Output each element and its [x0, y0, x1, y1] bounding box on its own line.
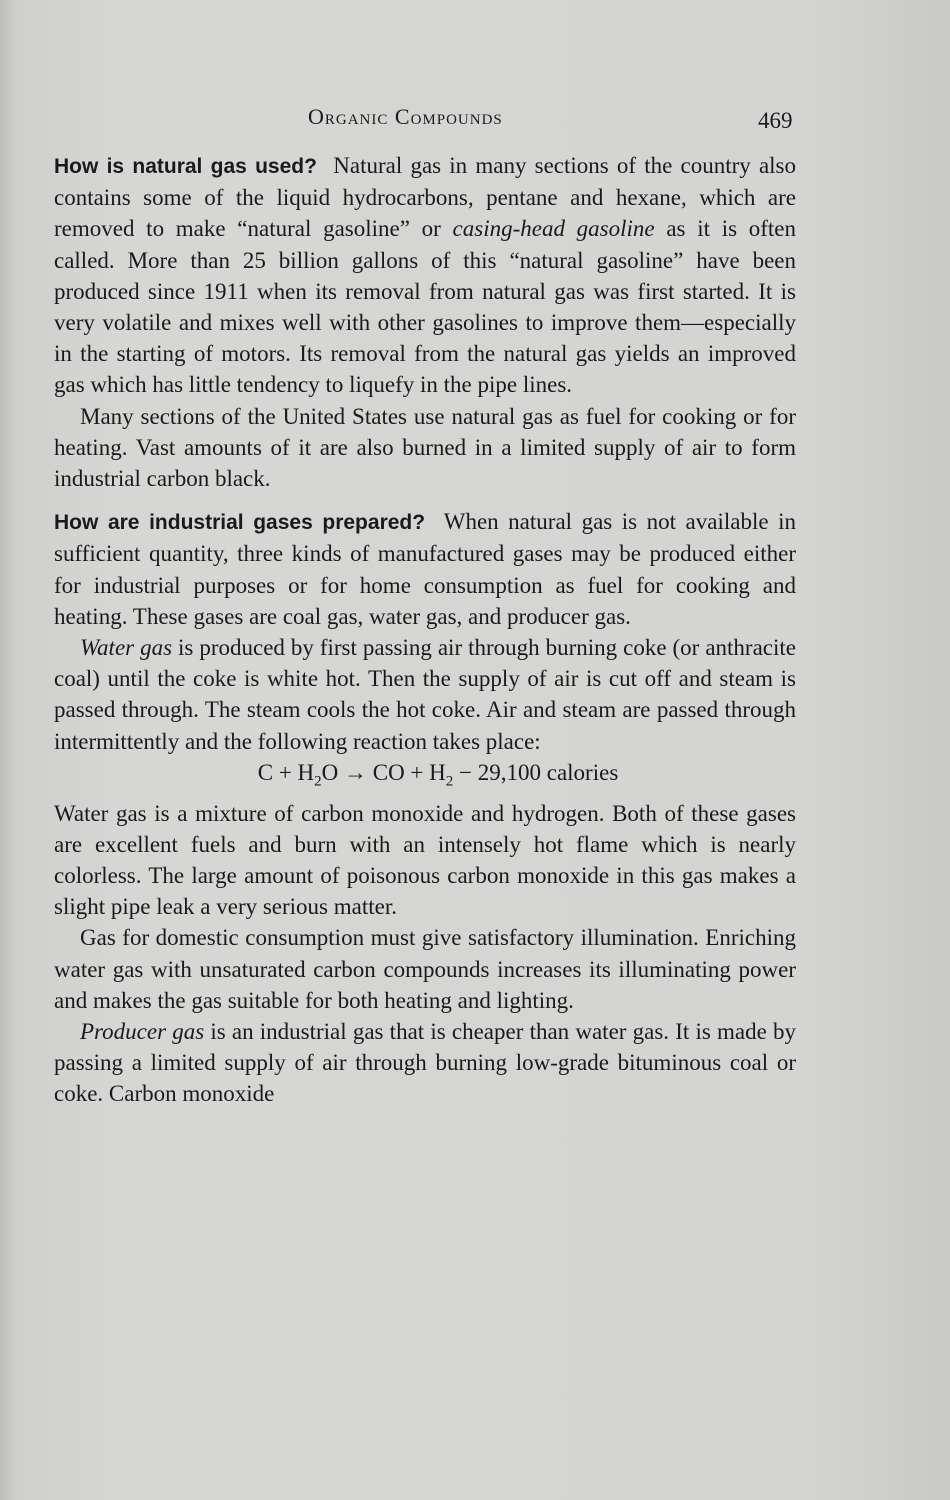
paragraph-text: Natural gas in many sections of the country also contains some of the liquid hydrocarbons, pentane and hexane, which are removed to make “natural gasoline” or [54, 153, 796, 242]
paragraph-producer-gas [54, 1016, 796, 1110]
question-heading-industrial-gases: How are industrial gases prepared? [54, 511, 426, 535]
italic-term: Producer gas [80, 1019, 205, 1045]
equation-part: O → CO + H [321, 759, 446, 785]
italic-term: casing-head gasoline [452, 216, 655, 242]
paragraph-industrial-gases [54, 506, 796, 632]
paragraph-domestic-gas: Gas for domestic consumption must give satisfactory illumination. Enriching water gas with unsaturated carbon compounds increases its illuminating power and makes the gas suitable for both heating and lighting. [54, 925, 796, 1013]
page-header [0, 100, 950, 140]
equation-subscript: 2 [445, 773, 454, 790]
equation-subscript: 2 [314, 773, 322, 790]
chemical-equation [54, 757, 796, 798]
paragraph-text: When natural gas is not available in sufficient quantity, three kinds of manufactured gases may be produced either for industrial purposes or for home consumption as fuel for cooking and heating. These gases are coal gas, water gas, and producer gas. [54, 509, 796, 629]
paragraph-text: is an industrial gas that is cheaper than water gas. It is made by passing a limited supply of air through burning low-grade bituminous coal or coke. Carbon monoxide [54, 1019, 796, 1107]
paragraph-water-gas [54, 632, 796, 757]
page-number: 469 [758, 108, 793, 133]
page-body [54, 150, 796, 1110]
paragraph-water-gas-composition: Water gas is a mixture of carbon monoxide and hydrogen. Both of these gases are excellent fuels and burn with an intensely hot flame which is nearly colorless. The large amount of poisonous carbon monoxide in this gas makes a slight pipe leak a very serious matter. [54, 800, 796, 920]
equation-part: C + H [257, 759, 315, 785]
equation-part: − 29,100 calories [453, 759, 619, 785]
paragraph-text: is produced by first passing air through burning coke (or anthracite coal) until the coke is white hot. Then the supply of air is cut off and steam is passed through. The steam cools the hot coke. Air and steam are passed through intermittently and the following reaction takes place: [54, 635, 796, 754]
running-title: Organic Compounds [308, 104, 503, 129]
question-heading-natural-gas: How is natural gas used? [54, 155, 317, 178]
paragraph-fuel-use: Many sections of the United States use natural gas as fuel for cooking or for heating. Vast amounts of it are also burned in a limited supply of air to form industrial carbon black. [54, 403, 796, 492]
italic-term: Water gas [80, 635, 173, 661]
paragraph-natural-gas-use [54, 150, 796, 401]
paragraph-text: as it is often called. More than 25 billion gallons of this “natural gasoline” have been produced since 1911 when its removal from natural gas was first started. It is very volatile and mixes well with other gasolines to improve them—especially in the starting of motors. Its removal from the natural gas yields an improved gas which has little tendency to liquefy in the pipe lines. [54, 216, 796, 398]
